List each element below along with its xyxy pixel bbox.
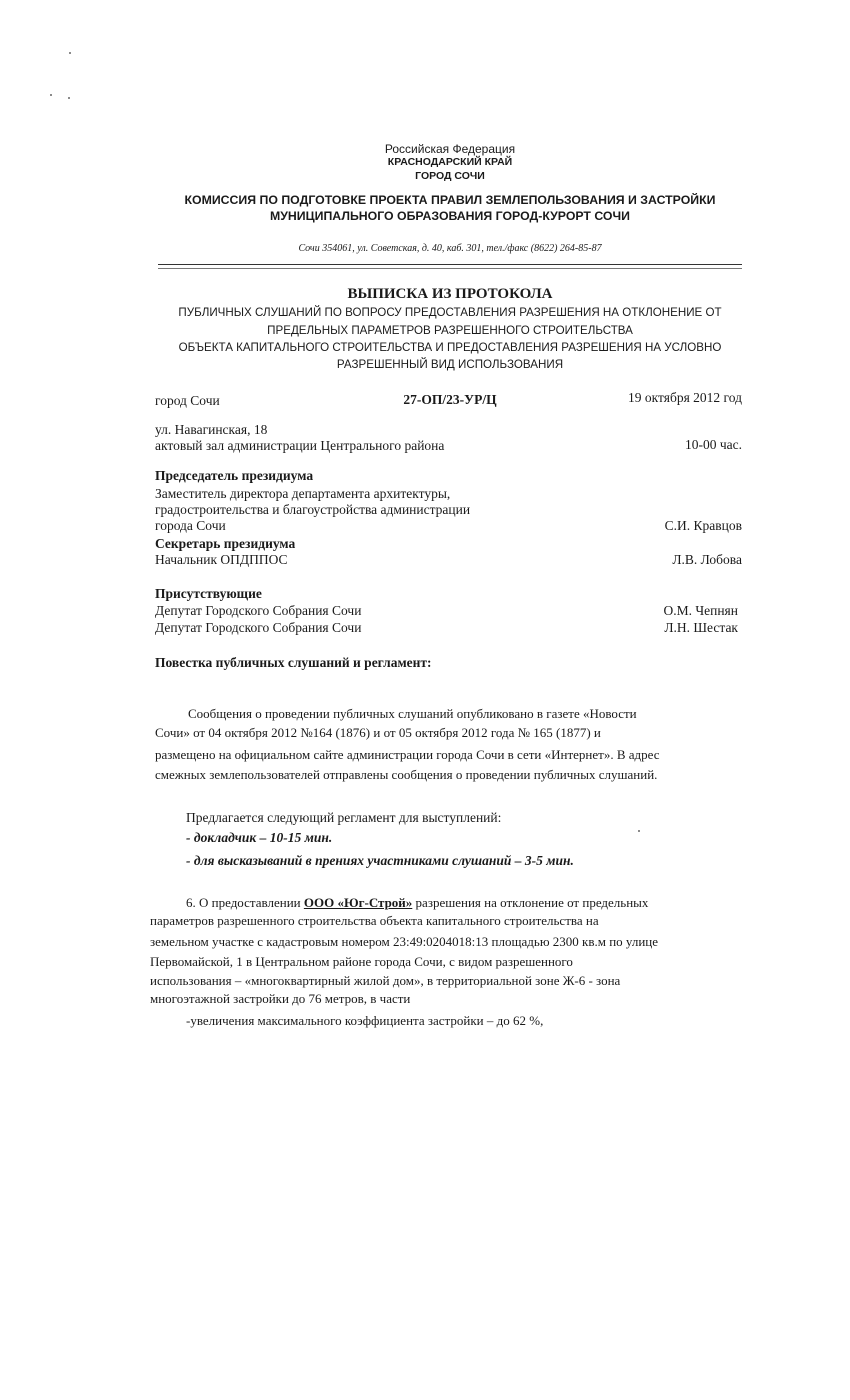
- present-heading: Присутствующие: [155, 586, 262, 601]
- scan-speck: [638, 830, 640, 832]
- present-name: О.М. Чепнян: [663, 603, 738, 618]
- item6-line2: параметров разрешенного строительства объекта капитального строительства на: [150, 913, 599, 928]
- protocol-number: 27-ОП/23-УР/Ц: [403, 392, 497, 407]
- header-divider-thin: [158, 268, 742, 269]
- agenda-paragraph-line1: Сообщения о проведении публичных слушаний опубликовано в газете «Новости: [188, 706, 637, 721]
- meeting-street: ул. Навагинская, 18: [155, 422, 268, 437]
- chair-role-line3: города Сочи: [155, 518, 226, 533]
- item6-line7: -увеличения максимального коэффициента застройки – до 62 %,: [186, 1013, 544, 1028]
- company-name: ООО «Юг-Строй»: [303, 895, 413, 910]
- scan-speck: [68, 97, 70, 99]
- chair-role-line1: Заместитель директора департамента архитектуры,: [155, 486, 451, 501]
- commission-address: Сочи 354061, ул. Советская, д. 40, каб. 301, тел./факс (8622) 264-85-87: [298, 243, 602, 254]
- header-city: ГОРОД СОЧИ: [415, 170, 485, 182]
- title-subtitle-line2: ПРЕДЕЛЬНЫХ ПАРАМЕТРОВ РАЗРЕШЕННОГО СТРОИТЕЛЬСТВА: [267, 324, 633, 337]
- header-country: Российская Федерация: [384, 142, 516, 156]
- meta-city: город Сочи: [155, 393, 220, 408]
- agenda-paragraph-line2: Сочи» от 04 октября 2012 №164 (1876) и от 05 октября 2012 года № 165 (1877) и: [155, 725, 601, 740]
- item6-line5: использования – «многоквартирный жилой дом», в территориальной зоне Ж-6 - зона: [150, 973, 621, 988]
- secretary-heading: Секретарь президиума: [155, 536, 296, 551]
- chair-heading: Председатель президиума: [155, 468, 314, 483]
- scan-speck: [50, 94, 52, 96]
- header-region: КРАСНОДАРСКИЙ КРАЙ: [387, 156, 513, 168]
- secretary-name: Л.В. Лобова: [672, 552, 742, 567]
- title-subtitle-line3: ОБЪЕКТА КАПИТАЛЬНОГО СТРОИТЕЛЬСТВА И ПРЕДОСТАВЛЕНИЯ РАЗРЕШЕНИЯ НА УСЛОВНО: [178, 341, 722, 354]
- present-role: Депутат Городского Собрания Сочи: [155, 620, 362, 635]
- scan-speck: [69, 52, 71, 54]
- chair-name: С.И. Кравцов: [664, 518, 742, 533]
- present-name: Л.Н. Шестак: [664, 620, 738, 635]
- item6-prefix: 6. О предоставлении: [186, 895, 301, 910]
- agenda-heading: Повестка публичных слушаний и регламент:: [155, 655, 432, 670]
- agenda-paragraph-line4: смежных землепользователей отправлены сообщения о проведении публичных слушаний.: [155, 767, 658, 782]
- item6-line3: земельном участке с кадастровым номером 23:49:0204018:13 площадью 2300 кв.м по улице: [150, 934, 659, 949]
- title-subtitle-line4: РАЗРЕШЕННЫЙ ВИД ИСПОЛЬЗОВАНИЯ: [336, 358, 564, 371]
- regulation-item-speaker: - докладчик – 10-15 мин.: [186, 830, 333, 845]
- meeting-venue: актовый зал администрации Центрального района: [155, 438, 445, 453]
- item6-line4: Первомайской, 1 в Центральном районе города Сочи, с видом разрешенного: [150, 954, 573, 969]
- item6-line6: многоэтажной застройки до 76 метров, в части: [150, 991, 411, 1006]
- header-divider: [158, 264, 742, 265]
- title-subtitle-line1: ПУБЛИЧНЫХ СЛУШАНИЙ ПО ВОПРОСУ ПРЕДОСТАВЛЕНИЯ РАЗРЕШЕНИЯ НА ОТКЛОНЕНИЕ ОТ: [178, 306, 722, 319]
- document-title: ВЫПИСКА ИЗ ПРОТОКОЛА: [347, 286, 553, 302]
- commission-name-line1: КОМИССИЯ ПО ПОДГОТОВКЕ ПРОЕКТА ПРАВИЛ ЗЕМЛЕПОЛЬЗОВАНИЯ И ЗАСТРОЙКИ: [184, 193, 716, 207]
- chair-role-line2: градостроительства и благоустройства администрации: [155, 502, 471, 517]
- agenda-paragraph-line3: размещено на официальном сайте администрации города Сочи в сети «Интернет». В адрес: [155, 747, 660, 762]
- meeting-time: 10-00 час.: [684, 437, 742, 452]
- item6-line1-suffix: разрешения на отклонение от предельных: [415, 895, 649, 910]
- regulation-item-debate: - для высказываний в прениях участниками слушаний – 3-5 мин.: [186, 853, 574, 868]
- secretary-role: Начальник ОПДППОС: [155, 552, 288, 567]
- regulation-intro: Предлагается следующий регламент для выступлений:: [186, 810, 502, 825]
- protocol-date: 19 октября 2012 год: [628, 390, 742, 405]
- present-role: Депутат Городского Собрания Сочи: [155, 603, 362, 618]
- commission-name-line2: МУНИЦИПАЛЬНОГО ОБРАЗОВАНИЯ ГОРОД-КУРОРТ СОЧИ: [270, 209, 630, 223]
- item6-line1: [186, 895, 648, 911]
